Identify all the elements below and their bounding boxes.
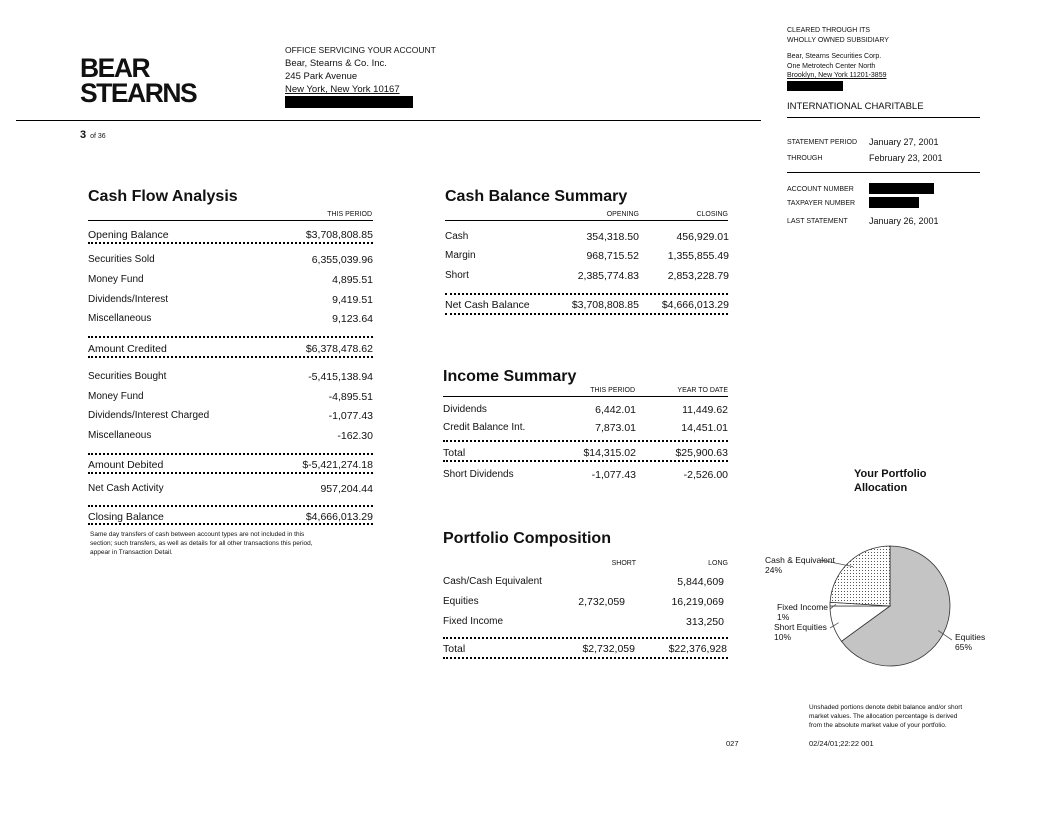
pie-slice-cash [830,546,890,606]
allocation-note [809,703,962,730]
last-statement-label: LAST STATEMENT [787,218,848,225]
amount-debited-label: Amount Debited [88,459,164,471]
subsidiary-name: Bear, Stearns Securities Corp. [787,53,882,60]
debit-row-label: Dividends/Interest Charged [88,410,210,421]
office-name: Bear, Stearns & Co. Inc. [285,58,387,69]
income-row-ytd: 11,449.62 [682,404,728,416]
taxpayer-label: TAXPAYER NUMBER [787,200,856,207]
statement-period [787,137,939,147]
debit-row-label: Securities Bought [88,371,167,382]
logo-line-1: BEAR [80,53,150,83]
debit-row-value: -162.30 [337,430,373,442]
pie-label-pct: 1% [777,611,790,622]
cash-balance-opening: 354,318.50 [586,231,639,243]
footer-code: 027 [726,739,739,748]
income-total-label: Total [443,447,466,459]
dotted-rule [443,440,728,444]
pie-label-pct: 24% [765,564,783,575]
cleared-line-2: WHOLLY OWNED SUBSIDIARY [787,36,889,44]
note-line: appear in Transaction Detail. [90,549,173,556]
closing-balance-value: $4,666,013.29 [305,511,373,523]
income-row-period: 7,873.01 [595,422,636,434]
debit-row-label: Miscellaneous [88,430,152,441]
dotted-rule [443,460,728,464]
income-total-period: $14,315.02 [583,447,636,459]
credit-row-label: Money Fund [88,274,144,285]
office-city: New York, New York 10167 [285,84,400,95]
page-of: of 36 [90,133,106,140]
credit-row-label: Dividends/Interest [88,294,169,305]
allocation-title-line: Your Portfolio [854,468,927,480]
net-cash-activity-label: Net Cash Activity [88,483,164,494]
income-section [443,368,576,386]
dotted-rule [445,293,728,297]
portfolio-row-label: Equities [443,596,479,607]
portfolio-row-long: 16,219,069 [671,596,724,608]
cash-balance-row-label: Short [445,270,469,281]
pie-label-name: Fixed Income [777,602,829,612]
net-cash-balance-label: Net Cash Balance [445,299,530,311]
account-number-label: ACCOUNT NUMBER [787,186,854,193]
income-row-period: 6,442.01 [595,404,636,416]
redaction-bar [787,81,843,91]
portfolio-section [443,530,611,548]
opening-balance-label: Opening Balance [88,229,169,241]
bear-stearns-logo [80,53,197,108]
office-label: OFFICE SERVICING YOUR ACCOUNT [285,45,436,55]
through-value: February 23, 2001 [869,153,943,163]
page-indicator [80,129,106,141]
clearing-info [787,26,889,94]
cash-balance-closing: 2,853,228.79 [667,270,729,282]
amount-credited-value: $6,378,478.62 [305,343,373,355]
footer-timestamp: 02/24/01;22:22 001 [809,739,874,748]
income-title: Income Summary [443,368,577,385]
debit-row-value: -1,077.43 [328,410,373,422]
col-closing: CLOSING [696,211,728,218]
income-row-ytd: 14,451.01 [681,422,728,434]
cash-balance-opening: 968,715.52 [586,250,639,262]
dotted-rule [88,523,373,527]
debit-row-value: -4,895.51 [328,391,373,403]
income-total-ytd: $25,900.63 [675,447,728,459]
short-dividends-ytd: -2,526.00 [683,469,728,481]
portfolio-row-short: 2,732,059 [578,596,625,608]
portfolio-row-label: Cash/Cash Equivalent [443,576,542,587]
redaction-bar [869,183,934,194]
pie-label-fixed-income [777,603,828,622]
taxpayer-number [787,200,855,207]
portfolio-row-long: 313,250 [686,616,724,628]
net-cash-balance-opening: $3,708,808.85 [571,299,639,311]
amount-debited-value: $-5,421,274.18 [302,459,373,471]
income-row-label: Dividends [443,404,487,415]
credit-row-value: 9,419.51 [332,294,373,306]
cash-flow-title: Cash Flow Analysis [88,188,238,205]
last-statement-value: January 26, 2001 [869,216,939,226]
credit-row-label: Securities Sold [88,254,155,265]
period-value: January 27, 2001 [869,137,939,147]
right-divider [787,117,980,118]
right-divider [787,172,980,173]
credit-row-label: Miscellaneous [88,313,152,324]
credit-row-value: 9,123.64 [332,313,373,325]
dotted-rule [88,453,373,457]
dotted-rule [443,657,728,661]
portfolio-total-label: Total [443,643,466,655]
statement-through [787,153,943,163]
header-divider [16,120,761,121]
pie-label-name: Cash & Equivalent [765,555,835,565]
rule [443,396,728,397]
income-row-label: Credit Balance Int. [443,422,526,433]
last-statement [787,216,939,226]
credit-row-value: 4,895.51 [332,274,373,286]
note-line: market values. The allocation percentage is derived [809,713,958,720]
portfolio-total-long: $22,376,928 [668,643,727,655]
cash-balance-section [445,188,627,206]
note-line: Same day transfers of cash between account types are not included in this [90,531,305,538]
redaction-bar [285,96,413,108]
dotted-rule [88,336,373,340]
rule [88,220,373,221]
through-label: THROUGH [787,155,823,162]
pie-label-pct: 10% [774,631,792,642]
portfolio-title: Portfolio Composition [443,530,611,547]
cash-flow-section [88,188,238,206]
dotted-rule [88,472,373,476]
cash-balance-title: Cash Balance Summary [445,188,628,205]
col-year-to-date: YEAR TO DATE [677,387,728,394]
pie-label-equities [955,633,985,652]
col-long: LONG [708,560,728,567]
page-current: 3 [80,129,87,141]
dotted-rule [88,242,373,246]
logo-line-2: STEARNS [80,78,197,108]
pie-label-short-equities [774,623,827,642]
portfolio-total-short: $2,732,059 [582,643,635,655]
cash-flow-col-header: THIS PERIOD [327,211,372,218]
opening-balance-value: $3,708,808.85 [305,229,373,241]
period-label: STATEMENT PERIOD [787,139,858,146]
cash-flow-note [90,530,313,557]
pie-label-cash [765,556,835,575]
cleared-line-1: CLEARED THROUGH ITS [787,27,871,34]
pie-label-name: Short Equities [774,622,827,632]
amount-credited-label: Amount Credited [88,343,167,355]
net-cash-balance-closing: $4,666,013.29 [661,299,729,311]
net-cash-activity-value: 957,204.44 [320,483,373,495]
pie-label-pct: 65% [955,641,973,652]
debit-row-value: -5,415,138.94 [308,371,373,383]
short-dividends-period: -1,077.43 [591,469,636,481]
portfolio-row-long: 5,844,609 [677,576,724,588]
closing-balance-label: Closing Balance [88,511,164,523]
allocation-title-line: Allocation [854,482,908,494]
account-number [787,186,854,193]
office-address [285,44,436,112]
rule [445,220,728,221]
dotted-rule [88,505,373,509]
dotted-rule [88,356,373,360]
office-street: 245 Park Avenue [285,71,358,82]
credit-row-value: 6,355,039.96 [311,254,373,266]
subsidiary-street: One Metrotech Center North [787,62,876,70]
col-opening: OPENING [606,211,639,218]
note-line: Unshaded portions denote debit balance and/or short [809,704,963,711]
note-line: section; such transfers, as well as details for all other transactions this period, [90,540,313,547]
cash-balance-row-label: Margin [445,250,476,261]
cash-balance-closing: 1,355,855.49 [667,250,729,262]
short-dividends-label: Short Dividends [443,469,514,480]
allocation-title [854,467,927,495]
col-short: SHORT [611,560,636,567]
cash-balance-row-label: Cash [445,231,469,242]
cash-balance-closing: 456,929.01 [676,231,729,243]
note-line: from the absolute market value of your portfolio. [809,722,947,729]
account-name: INTERNATIONAL CHARITABLE [787,101,924,112]
debit-row-label: Money Fund [88,391,144,402]
dotted-rule [445,313,728,317]
pie-label-name: Equities [955,632,986,642]
cash-balance-opening: 2,385,774.83 [577,270,639,282]
portfolio-row-label: Fixed Income [443,616,504,627]
col-this-period: THIS PERIOD [590,387,635,394]
subsidiary-city: Brooklyn, New York 11201-3859 [787,72,887,79]
dotted-rule [443,637,728,641]
redaction-bar [869,197,919,208]
